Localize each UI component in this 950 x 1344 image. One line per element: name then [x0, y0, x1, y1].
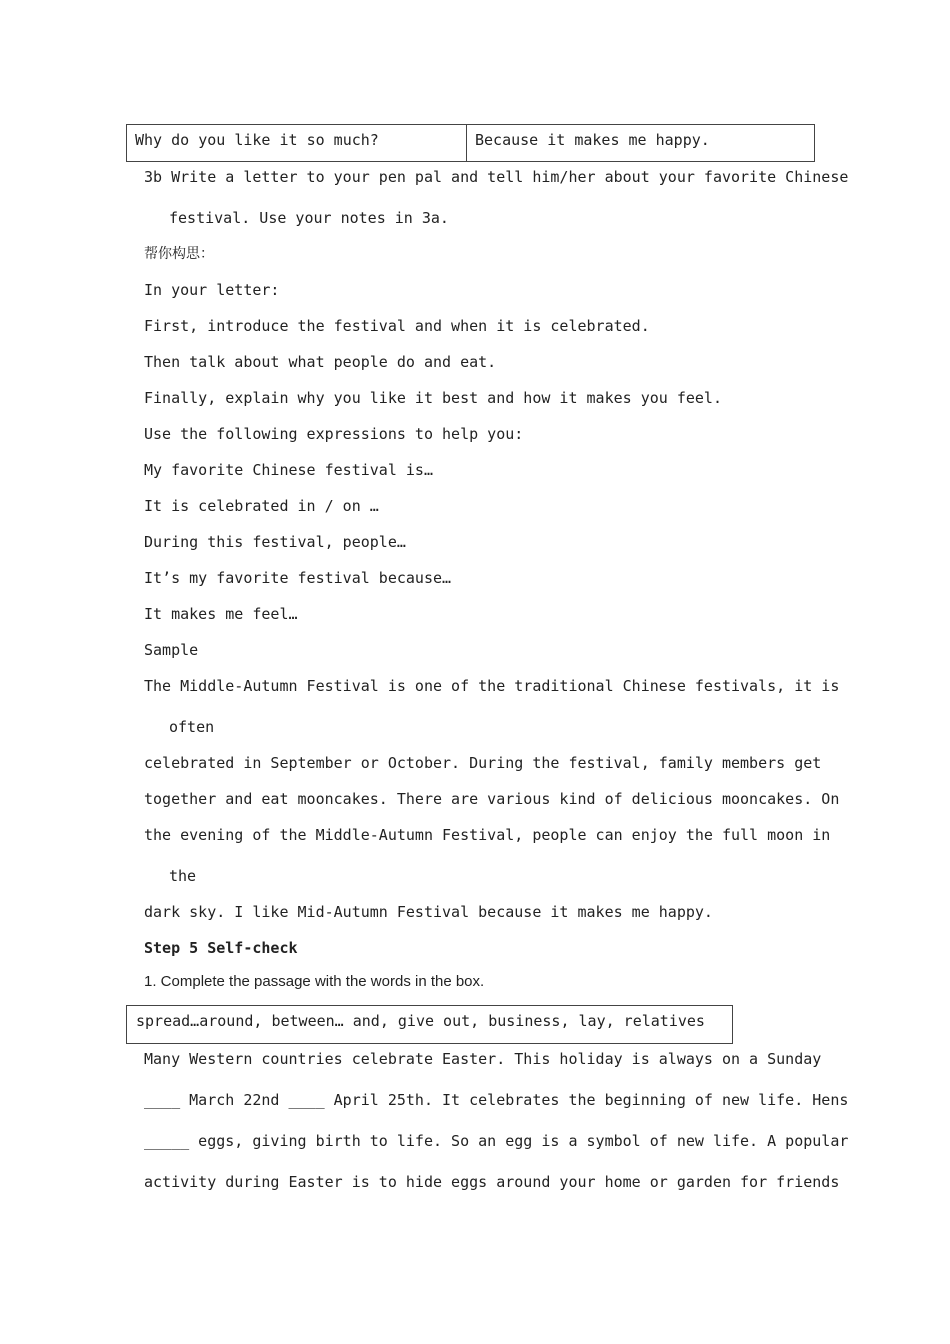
sample-line: The Middle-Autumn Festival is one of the traditional Chinese festivals, it is [144, 677, 840, 695]
guide-line: It is celebrated in / on … [144, 497, 379, 515]
guide-line: In your letter: [144, 281, 280, 299]
guide-line: Then talk about what people do and eat. [144, 353, 497, 371]
guide-line: Finally, explain why you like it best and how it makes you feel. [144, 389, 722, 407]
passage-line: activity during Easter is to hide eggs around your home or garden for friends [144, 1173, 840, 1191]
task-3b-line-1: 3b Write a letter to your pen pal and tell him/her about your favorite Chinese [144, 168, 849, 186]
guide-line: It’s my favorite festival because… [144, 569, 452, 587]
guide-line: First, introduce the festival and when it is celebrated. [144, 317, 650, 335]
table-answer-cell: Because it makes me happy. [475, 131, 710, 149]
sample-line: the [169, 867, 197, 885]
task-3b-line-2: festival. Use your notes in 3a. [169, 209, 449, 227]
sample-line: together and eat mooncakes. There are various kind of delicious mooncakes. On [144, 790, 840, 808]
word-box: spread…around, between… and, give out, business, lay, relatives [126, 1005, 733, 1044]
sample-line: the evening of the Middle-Autumn Festival, people can enjoy the full moon in [144, 826, 831, 844]
guide-line: Use the following expressions to help you: [144, 425, 524, 443]
guide-line: My favorite Chinese festival is… [144, 461, 433, 479]
sample-line: dark sky. I like Mid-Autumn Festival because it makes me happy. [144, 903, 713, 921]
passage-line: ____ March 22nd ____ April 25th. It celebrates the beginning of new life. Hens [144, 1091, 849, 1109]
passage-line: _____ eggs, giving birth to life. So an egg is a symbol of new life. A popular [144, 1132, 849, 1150]
sample-line: celebrated in September or October. During the festival, family members get [144, 754, 822, 772]
help-heading: 帮你构思： [144, 246, 214, 262]
table-question-cell: Why do you like it so much? [127, 125, 467, 161]
sample-line: often [169, 718, 215, 736]
answer-table-row [126, 124, 815, 162]
step5-heading: Step 5 Self-check [144, 939, 298, 957]
step5-instruction: 1. Complete the passage with the words in the box. [144, 973, 485, 990]
guide-line: It makes me feel… [144, 605, 298, 623]
guide-line: During this festival, people… [144, 533, 406, 551]
passage-line: Many Western countries celebrate Easter. This holiday is always on a Sunday [144, 1050, 822, 1068]
sample-label: Sample [144, 641, 199, 659]
